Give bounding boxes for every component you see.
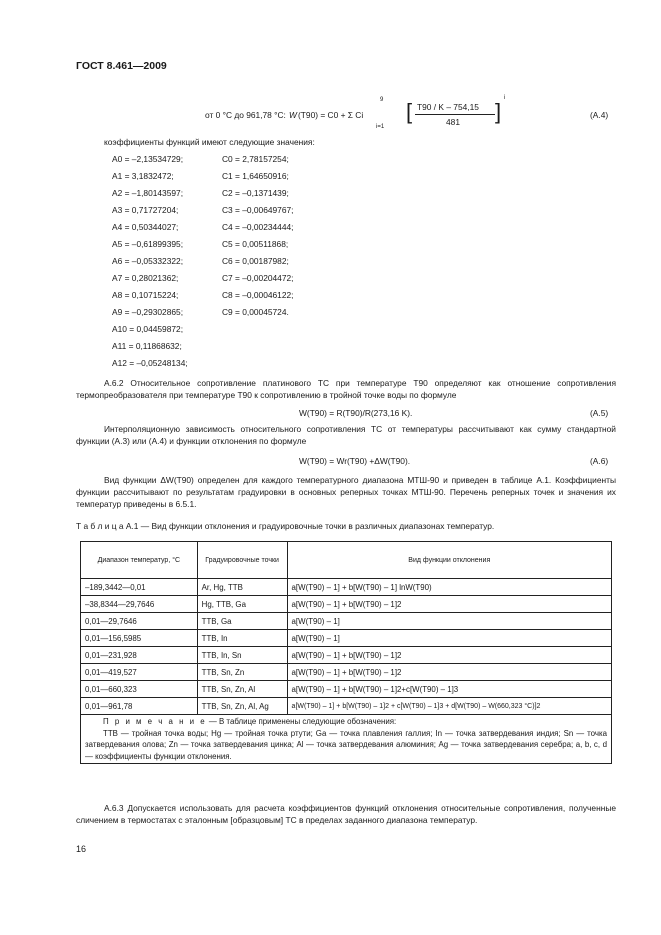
- formula-a4-lhs: W: [289, 110, 297, 120]
- points-cell: ТТВ, Sn, Zn, Al, Ag: [197, 698, 287, 715]
- coef-a11: A11 = 0,11868632;: [112, 341, 182, 351]
- range-cell: 0,01—156,5985: [81, 630, 198, 647]
- function-cell: a[W(T90) – 1] + b[W(T90) – 1]2: [287, 664, 611, 681]
- function-cell: a[W(T90) – 1]: [287, 630, 611, 647]
- coef-c0: C0 = 2,78157254;: [222, 154, 289, 164]
- coef-a2: A2 = –1,80143597;: [112, 188, 184, 198]
- table-row: [81, 681, 612, 698]
- function-cell: a[W(T90) – 1] + b[W(T90) – 1]2: [287, 596, 611, 613]
- table-row: [81, 579, 612, 596]
- paragraph-a63: А.6.3 Допускается использовать для расчета коэффициентов функций отклонения относительные сопротивления, полученные сличением в термостатах с эталонным [образцовым] ТС в пределах заданного диапазона температур.: [76, 803, 616, 826]
- page-number: 16: [76, 844, 87, 854]
- coef-a12: A12 = –0,05248134;: [112, 358, 188, 368]
- note-label: П р и м е ч а н и е: [103, 717, 207, 726]
- formula-a4-numerator: T90 / K – 754,15: [417, 102, 479, 112]
- formula-a5: W(T90) = R(T90)/R(273,16 K).: [299, 408, 413, 418]
- coef-c5: C5 = 0,00511868;: [222, 239, 289, 249]
- range-cell: 0,01—419,527: [81, 664, 198, 681]
- coef-a9: A9 = –0,29302865;: [112, 307, 184, 317]
- right-bracket: ]: [495, 99, 502, 124]
- coef-a4: A4 = 0,50344027;: [112, 222, 179, 232]
- coef-c2: C2 = –0,1371439;: [222, 188, 289, 198]
- range-cell: 0,01—29,7646: [81, 613, 198, 630]
- table-row: [81, 664, 612, 681]
- formula-a4-sum-bottom: i=1: [376, 124, 385, 130]
- coef-a6: A6 = –0,05332322;: [112, 256, 184, 266]
- formula-a4-exponent: i: [504, 95, 506, 101]
- coef-c3: C3 = –0,00649767;: [222, 205, 294, 215]
- left-bracket: [: [406, 99, 413, 124]
- points-cell: ТТВ, Ga: [197, 613, 287, 630]
- formula-a4: [205, 97, 505, 133]
- document-header: ГОСТ 8.461—2009: [76, 60, 167, 72]
- header-points: Градуировочные точки: [197, 542, 287, 579]
- range-cell: –38,8344—29,7646: [81, 596, 198, 613]
- coef-a7: A7 = 0,28021362;: [112, 273, 179, 283]
- points-cell: Hg, ТТВ, Ga: [197, 596, 287, 613]
- points-cell: ТТВ, Sn, Zn, Al: [197, 681, 287, 698]
- note-text: — В таблице применены следующие обозначения:: [208, 717, 397, 726]
- formula-a4-sum-top: 9: [380, 97, 384, 103]
- points-cell: ТТВ, In: [197, 630, 287, 647]
- range-cell: 0,01—660,323: [81, 681, 198, 698]
- function-cell: a[W(T90) – 1] + b[W(T90) – 1]2+c[W(T90) – 1]3: [287, 681, 611, 698]
- paragraph-function-view: Вид функции ΔW(T90) определен для каждого температурного диапазона МТШ-90 и приведен в таблице А.1. Коэффициенты функции рассчитывают по результатам градуировки в основных реперных точках МТШ-90. Перечень реперных точек и значения их температур приведены в 6.5.1.: [76, 475, 616, 510]
- table-row: [81, 647, 612, 664]
- coef-c1: C1 = 1,64650916;: [222, 171, 289, 181]
- function-cell: a[W(T90) – 1] + b[W(T90) – 1] lnW(T90): [287, 579, 611, 596]
- points-cell: ТТВ, Sn, Zn: [197, 664, 287, 681]
- table-header-row: [81, 542, 612, 579]
- table-row: [81, 613, 612, 630]
- table-note: [81, 715, 612, 764]
- table-row: [81, 596, 612, 613]
- coef-c8: C8 = –0,00046122;: [222, 290, 294, 300]
- table-row: [81, 630, 612, 647]
- points-cell: Ar, Hg, ТТВ: [197, 579, 287, 596]
- coefficient-intro: коэффициенты функций имеют следующие значения:: [104, 137, 315, 147]
- coef-c4: C4 = –0,00234444;: [222, 222, 294, 232]
- formula-a4-prefix: от 0 °С до 961,78 °С:: [205, 110, 286, 120]
- range-cell: –189,3442—0,01: [81, 579, 198, 596]
- equation-number-a6: (А.6): [590, 456, 609, 466]
- coef-a3: A3 = 0,71727204;: [112, 205, 179, 215]
- formula-a4-denominator: 481: [446, 117, 460, 127]
- function-cell: a[W(T90) – 1] + b[W(T90) – 1]2: [287, 647, 611, 664]
- note-body: ТТВ — тройная точка воды; Hg — тройная точка ртути; Ga — точка плавления галлия; In — точка затвердевания индия; Sn — точка затвердевания олова; Zn — точка затвердевания цинка; Al — точка затвердевания алюминия; Ag — точка затвердевания серебра; a, b, c, d — коэффициенты функции отклонения.: [85, 728, 607, 761]
- coef-a10: A10 = 0,04459872;: [112, 324, 184, 334]
- formula-a6: W(T90) = Wr(T90) +ΔW(T90).: [299, 456, 411, 466]
- paragraph-a62: А.6.2 Относительное сопротивление платинового ТС при температуре T90 определяют как отношение сопротивления термопреобразователя при температуре T90 к сопротивлению в тройной точке воды по формуле: [76, 378, 616, 401]
- table-caption: [76, 521, 494, 531]
- range-cell: 0,01—231,928: [81, 647, 198, 664]
- header-range: Диапазон температур, °С: [81, 542, 198, 579]
- points-cell: ТТВ, In, Sn: [197, 647, 287, 664]
- fraction-bar: [415, 114, 495, 115]
- table-note-row: [81, 715, 612, 764]
- coef-a1: A1 = 3,1832472;: [112, 171, 174, 181]
- paragraph-interpolation: Интерполяционную зависимость относительного сопротивления ТС от температуры рассчитывают как сумму стандартной функции (А.3) или (А.4) и функции отклонения по формуле: [76, 424, 616, 447]
- coef-a5: A5 = –0,61899395;: [112, 239, 184, 249]
- coef-a0: A0 = –2,13534729;: [112, 154, 184, 164]
- coef-c9: C9 = 0,00045724.: [222, 307, 289, 317]
- coef-c7: C7 = –0,00204472;: [222, 273, 294, 283]
- formula-a4-rest: (T90) = C0 + Σ Ci: [298, 110, 364, 120]
- equation-number-a4: (А.4): [590, 110, 609, 120]
- table-caption-prefix: Т а б л и ц а: [76, 521, 124, 531]
- header-function: Вид функции отклонения: [287, 542, 611, 579]
- function-cell: a[W(T90) – 1] + b[W(T90) – 1]2 + c[W(T90) – 1]3 + d[W(T90) – W(660,323 °C)]2: [287, 698, 611, 715]
- coef-a8: A8 = 0,10715224;: [112, 290, 179, 300]
- range-cell: 0,01—961,78: [81, 698, 198, 715]
- deviation-function-table: [80, 541, 612, 764]
- table-row: [81, 698, 612, 715]
- function-cell: a[W(T90) – 1]: [287, 613, 611, 630]
- equation-number-a5: (А.5): [590, 408, 609, 418]
- table-caption-text: А.1 — Вид функции отклонения и градуировочные точки в различных диапазонах температур.: [125, 521, 495, 531]
- coef-c6: C6 = 0,00187982;: [222, 256, 289, 266]
